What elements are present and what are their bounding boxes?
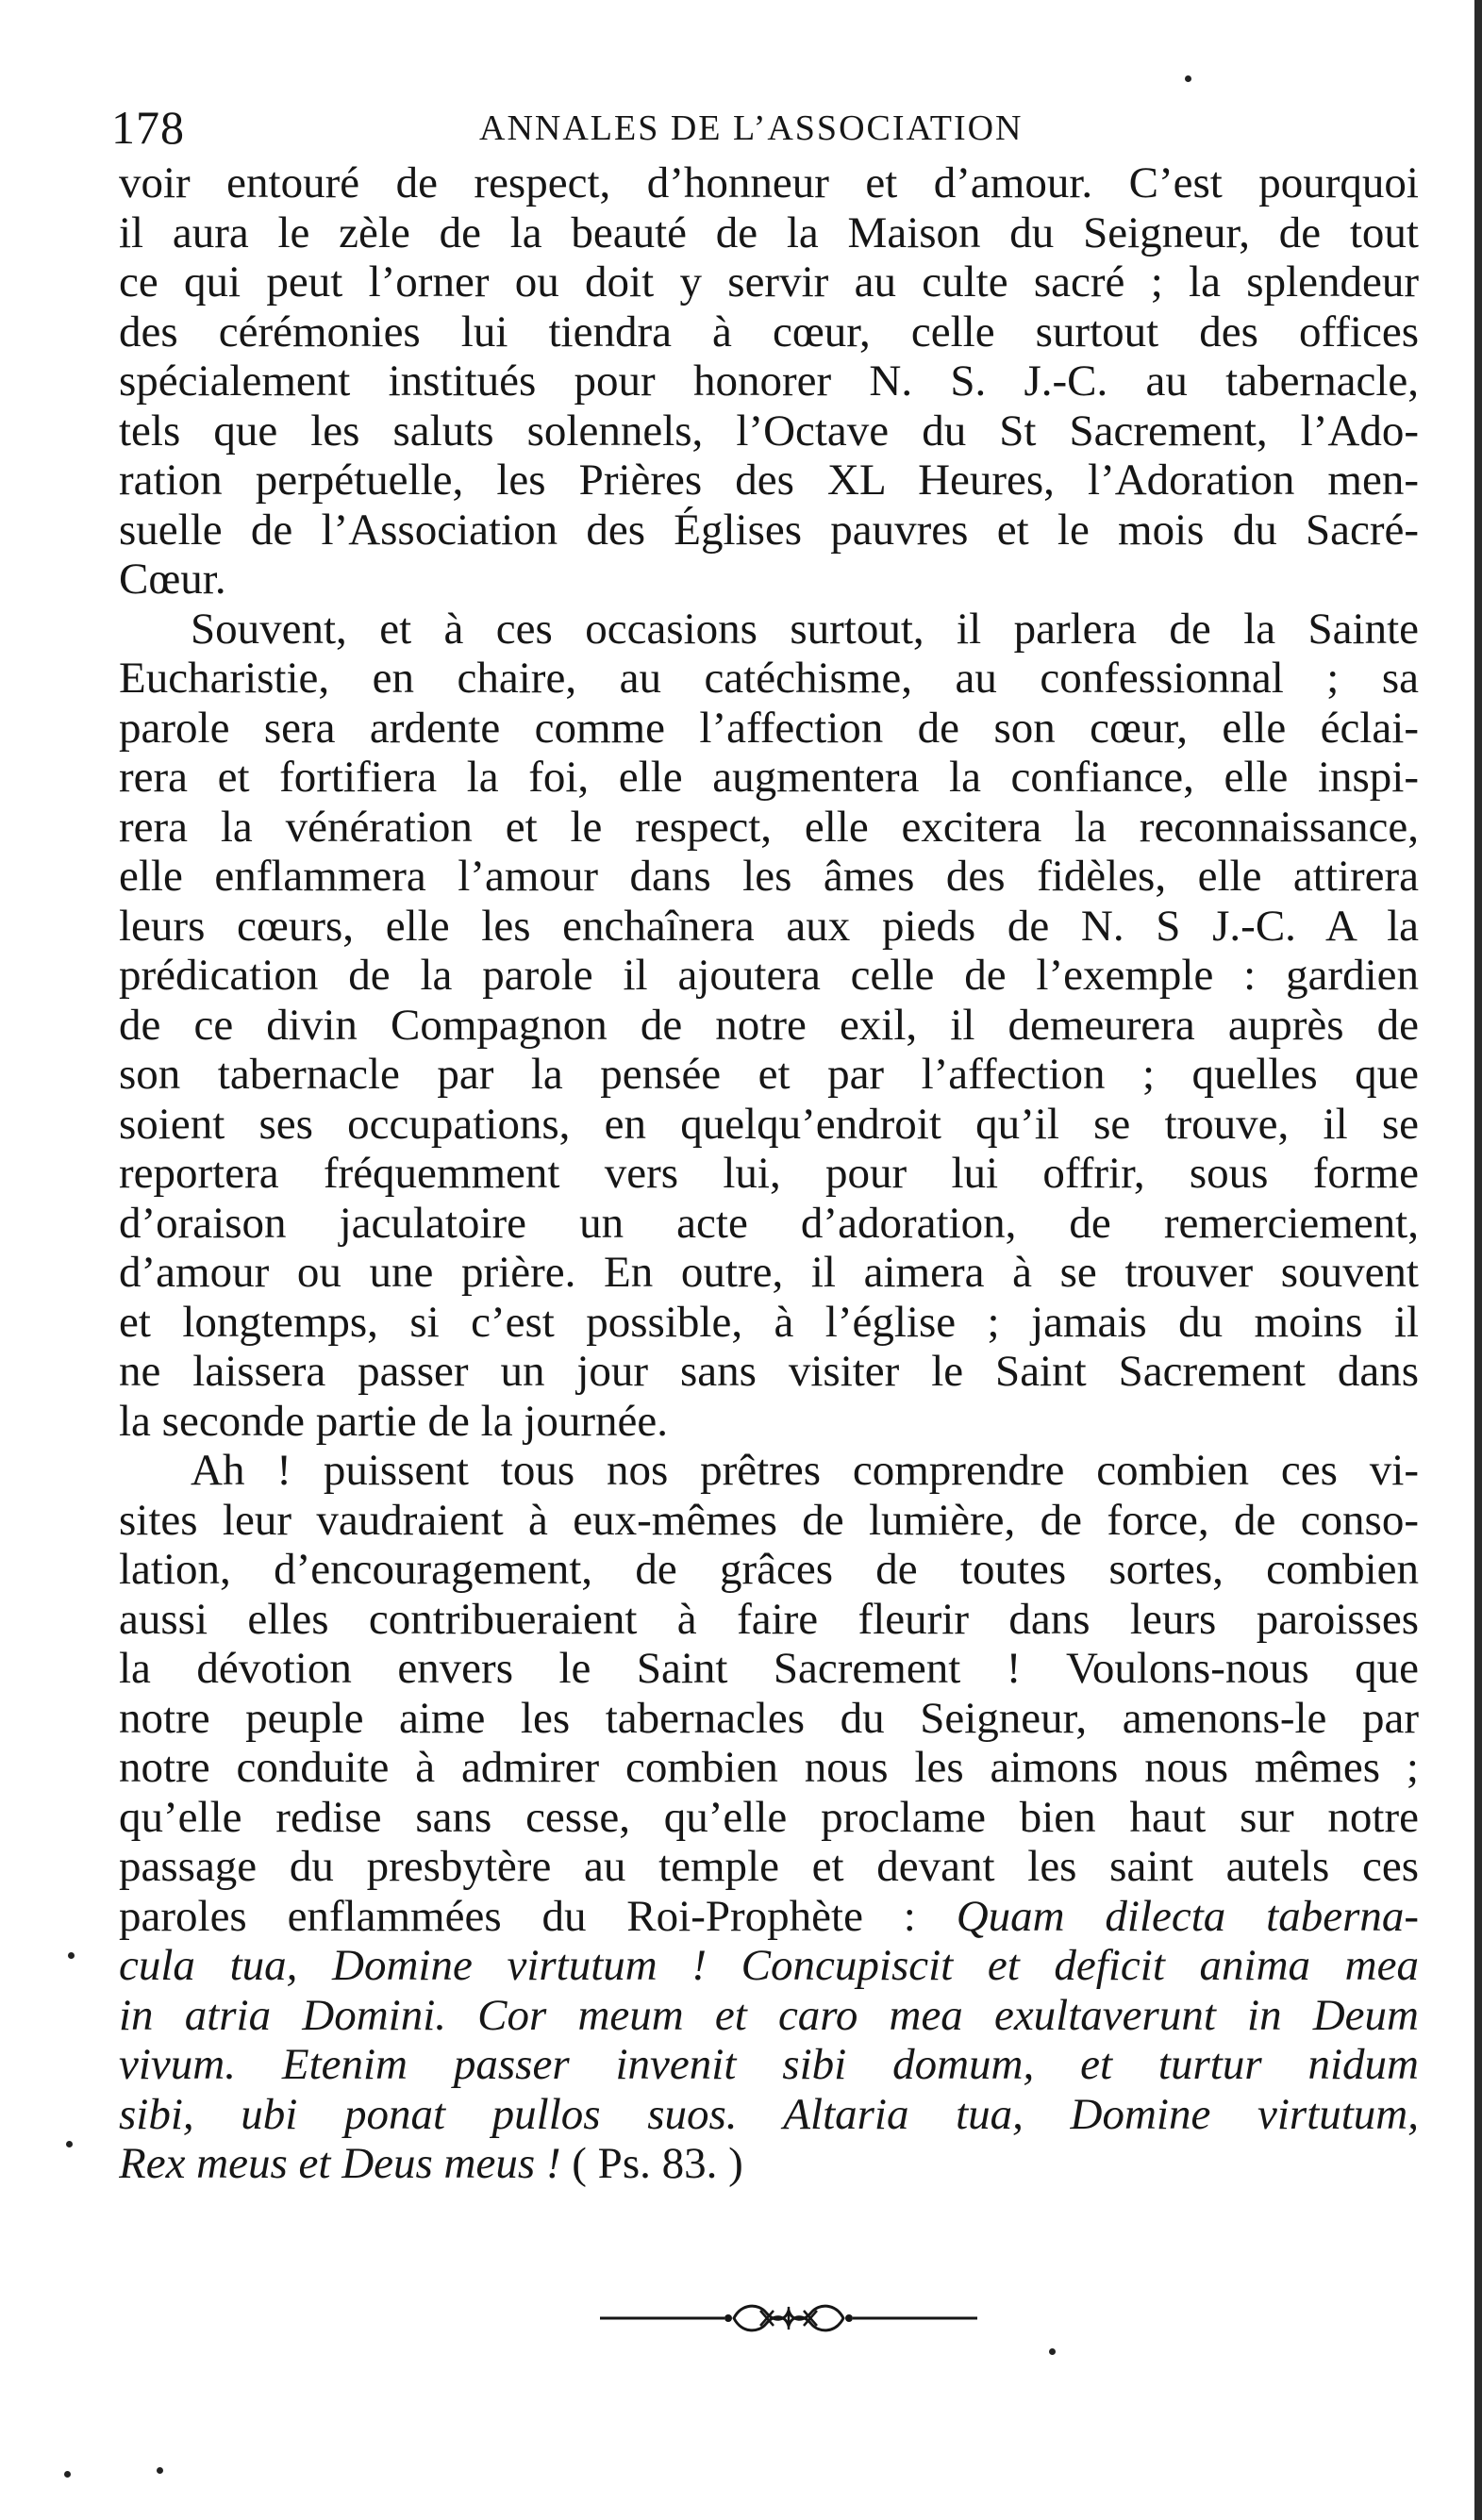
text-line: qu’elle redise sans cesse, qu’elle proclame bien haut sur notre: [119, 1792, 1419, 1842]
paragraph-3: [119, 1446, 1419, 2189]
text-line: reportera fréquemment vers lui, pour lui offrir, sous forme: [119, 1149, 1419, 1198]
running-head: ANNALES DE L’ASSOCIATION: [479, 108, 1024, 148]
page-edge-shadow: [1474, 0, 1482, 2520]
text-line: tels que les saluts solennels, l’Octave du St Sacrement, l’Ado-: [119, 406, 1419, 456]
text-line: notre peuple aime les tabernacles du Seigneur, amenons-le par: [119, 1693, 1419, 1743]
text-line: Eucharistie, en chaire, au catéchisme, au confessionnal ; sa: [119, 654, 1419, 703]
scan-speck: [1049, 2348, 1056, 2355]
scan-speck: [68, 1952, 75, 1959]
paragraph-1: [119, 158, 1419, 605]
text-line: prédication de la parole il ajoutera celle de l’exemple : gardien: [119, 951, 1419, 1000]
text-line: rera la vénération et le respect, elle excitera la reconnaissance,: [119, 802, 1419, 852]
psalm-reference: ( Ps. 83. ): [572, 2139, 743, 2188]
text-line: passage du presbytère au temple et devant les saint autels ces: [119, 1842, 1419, 1891]
text-line-mixed: [119, 2139, 1419, 2189]
scan-speck: [1185, 75, 1191, 82]
scroll-ornament-icon: [600, 2299, 977, 2337]
text-run: paroles enflammées du Roi-Prophète :: [119, 1891, 957, 1941]
text-line: de ce divin Compagnon de notre exil, il demeurera auprès de: [119, 1000, 1419, 1050]
text-line: ne laissera passer un jour sans visiter le Saint Sacrement dans: [119, 1347, 1419, 1396]
text-line: rera et fortifiera la foi, elle augmentera la confiance, elle inspi-: [119, 753, 1419, 802]
text-line: aussi elles contribueraient à faire fleurir dans leurs paroisses: [119, 1594, 1419, 1644]
text-line: Souvent, et à ces occasions surtout, il parlera de la Sainte: [191, 604, 1419, 654]
latin-quote-line: vivum. Etenim passer invenit sibi domum, et turtur nidum: [119, 2040, 1419, 2089]
text-line: soient ses occupations, en quelqu’endroit qu’il se trouve, il se: [119, 1099, 1419, 1149]
text-line: ration perpétuelle, les Prières des XL Heures, l’Adoration men-: [119, 456, 1419, 505]
text-line: la seconde partie de la journée.: [119, 1396, 668, 1446]
page-header: [111, 99, 1064, 156]
text-line: Cœur.: [119, 555, 226, 604]
text-line: spécialement institués pour honorer N. S. J.-C. au tabernacle,: [119, 356, 1419, 406]
latin-quote-line: sibi, ubi ponat pullos suos. Altaria tua, Domine virtutum,: [119, 2089, 1419, 2139]
text-line: sites leur vaudraient à eux-mêmes de lumière, de force, de conso-: [119, 1495, 1419, 1545]
page-number: 178: [111, 101, 185, 154]
text-line: son tabernacle par la pensée et par l’affection ; quelles que: [119, 1050, 1419, 1099]
body-text: [119, 158, 1419, 2189]
text-line: d’amour ou une prière. En outre, il aimera à se trouver souvent: [119, 1248, 1419, 1297]
text-line: il aura le zèle de la beauté de la Maison du Seigneur, de tout: [119, 207, 1419, 257]
latin-quote: Rex meus et Deus meus !: [119, 2139, 573, 2188]
scan-speck: [157, 2467, 163, 2474]
text-line: ce qui peut l’orner ou doit y servir au culte sacré ; la splendeur: [119, 257, 1419, 307]
scan-speck: [64, 2471, 71, 2478]
text-line: leurs cœurs, elle les enchaînera aux pieds de N. S J.-C. A la: [119, 901, 1419, 951]
text-line: des cérémonies lui tiendra à cœur, celle surtout des offices: [119, 307, 1419, 356]
paragraph-2: [119, 605, 1419, 1447]
text-line: et longtemps, si c’est possible, à l’église ; jamais du moins il: [119, 1297, 1419, 1347]
latin-quote-line: in atria Domini. Cor meum et caro mea exultaverunt in Deum: [119, 1990, 1419, 2040]
text-line: parole sera ardente comme l’affection de son cœur, elle éclai-: [119, 703, 1419, 753]
text-line: suelle de l’Association des Églises pauvres et le mois du Sacré-: [119, 505, 1419, 555]
latin-quote-line: cula tua, Domine virtutum ! Concupiscit et deficit anima mea: [119, 1941, 1419, 1990]
text-line: d’oraison jaculatoire un acte d’adoration, de remerciement,: [119, 1198, 1419, 1248]
text-line: notre conduite à admirer combien nous les aimons nous mêmes ;: [119, 1743, 1419, 1792]
text-line: la dévotion envers le Saint Sacrement ! Voulons-nous que: [119, 1644, 1419, 1693]
text-line-mixed: [119, 1892, 1419, 1942]
text-line: Ah ! puissent tous nos prêtres comprendre combien ces vi-: [191, 1446, 1419, 1495]
text-line: elle enflammera l’amour dans les âmes des fidèles, elle attirera: [119, 852, 1419, 901]
text-line: lation, d’encouragement, de grâces de toutes sortes, combien: [119, 1545, 1419, 1594]
text-line: voir entouré de respect, d’honneur et d’amour. C’est pourquoi: [119, 158, 1419, 207]
scan-speck: [66, 2141, 73, 2147]
latin-quote: Quam dilecta taberna-: [956, 1891, 1419, 1941]
